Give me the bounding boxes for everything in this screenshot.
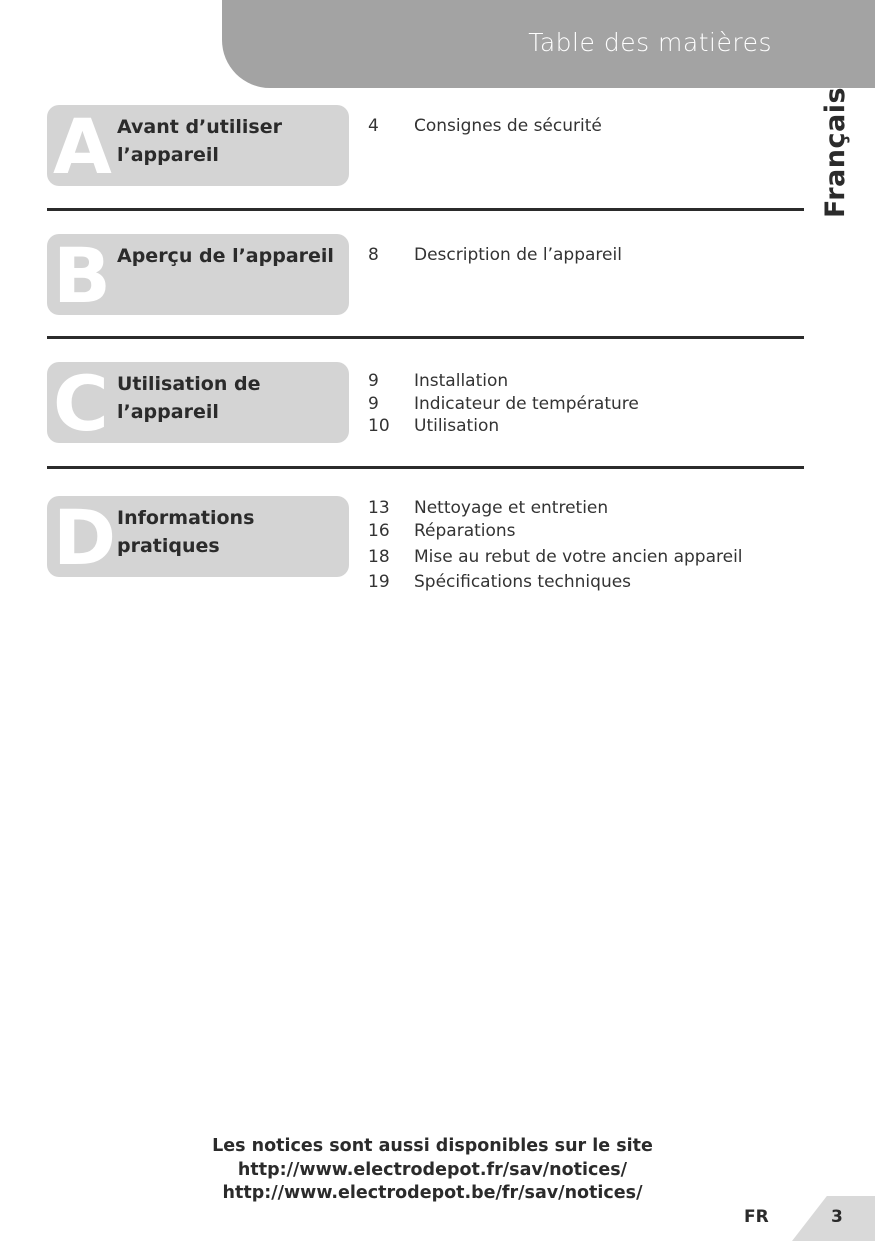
section-letter: B bbox=[53, 234, 111, 315]
toc-page: 19 bbox=[368, 571, 390, 592]
page-number: 3 bbox=[831, 1207, 843, 1227]
online-manuals-note bbox=[0, 1135, 865, 1206]
section-a-card[interactable] bbox=[47, 105, 349, 186]
section-d-card[interactable] bbox=[47, 496, 349, 577]
toc-label: Consignes de sécurité bbox=[414, 116, 602, 136]
note-link-fr[interactable]: http://www.electrodepot.fr/sav/notices/ bbox=[237, 1159, 628, 1180]
section-c-card[interactable] bbox=[47, 362, 349, 443]
language-side-label: Français bbox=[820, 86, 851, 218]
page-title: Table des matières bbox=[528, 28, 772, 57]
section-divider bbox=[47, 466, 804, 469]
section-b-entries bbox=[368, 244, 622, 267]
toc-label: Installation bbox=[414, 371, 509, 391]
toc-label: Indicateur de température bbox=[414, 393, 639, 414]
section-title: Utilisation de l’appareil bbox=[117, 373, 261, 423]
section-divider bbox=[47, 336, 804, 339]
section-c-entries bbox=[368, 370, 639, 438]
toc-entry[interactable] bbox=[368, 244, 622, 267]
toc-entry[interactable] bbox=[368, 546, 743, 569]
toc-page: 8 bbox=[368, 245, 379, 265]
section-divider bbox=[47, 208, 804, 211]
section-title: Aperçu de l’appareil bbox=[117, 245, 334, 267]
header-tab bbox=[222, 0, 875, 88]
toc-entry[interactable] bbox=[368, 415, 639, 438]
toc-entry[interactable] bbox=[368, 571, 743, 594]
toc-page: 10 bbox=[368, 416, 390, 436]
toc-label: Spécifications techniques bbox=[414, 571, 632, 592]
section-letter: D bbox=[53, 496, 117, 577]
section-d-entries bbox=[368, 497, 743, 593]
toc-label: Mise au rebut de votre ancien appareil bbox=[414, 547, 743, 567]
note-link-be[interactable]: http://www.electrodepot.be/fr/sav/notices/ bbox=[222, 1183, 643, 1203]
toc-label: Utilisation bbox=[414, 416, 500, 436]
toc-entry[interactable] bbox=[368, 520, 743, 543]
note-line: Les notices sont aussi disponibles sur le site bbox=[212, 1136, 653, 1156]
section-letter: A bbox=[53, 105, 112, 186]
section-letter: C bbox=[53, 362, 109, 443]
toc-entry[interactable] bbox=[368, 370, 639, 393]
toc-page: 18 bbox=[368, 547, 390, 567]
toc-label: Réparations bbox=[414, 520, 516, 541]
toc-entry[interactable] bbox=[368, 393, 639, 416]
toc-page: 16 bbox=[368, 520, 390, 541]
section-a-entries bbox=[368, 115, 602, 138]
toc-label: Nettoyage et entretien bbox=[414, 498, 609, 518]
section-title: Informations pratiques bbox=[117, 507, 255, 557]
toc-entry[interactable] bbox=[368, 497, 743, 520]
section-title: Avant d’utiliser l’appareil bbox=[117, 116, 282, 166]
toc-label: Description de l’appareil bbox=[414, 245, 622, 265]
footer-language-code: FR bbox=[744, 1207, 769, 1227]
toc-entry[interactable] bbox=[368, 115, 602, 138]
toc-page: 4 bbox=[368, 116, 379, 136]
toc-page: 9 bbox=[368, 393, 379, 414]
toc-page: 13 bbox=[368, 498, 390, 518]
section-b-card[interactable] bbox=[47, 234, 349, 315]
toc-page: 9 bbox=[368, 371, 379, 391]
